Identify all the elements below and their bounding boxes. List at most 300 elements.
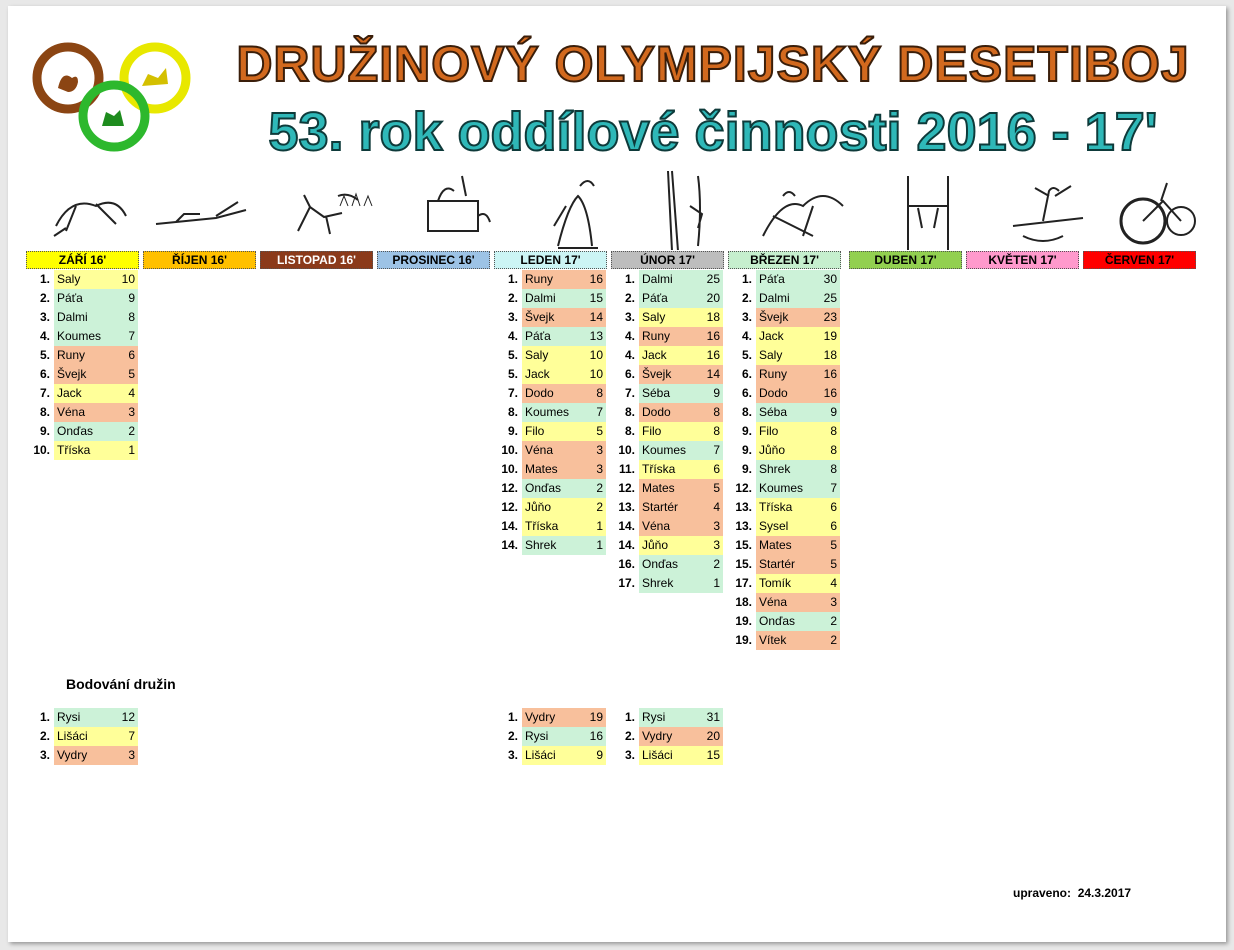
rank: 2. bbox=[624, 729, 635, 743]
points: 13 bbox=[589, 329, 603, 343]
member-name: Véna bbox=[759, 595, 788, 609]
name-points-cell bbox=[639, 727, 723, 746]
rank: 5. bbox=[507, 348, 518, 362]
points: 2 bbox=[596, 481, 603, 495]
rank: 3. bbox=[741, 310, 752, 324]
rank: 10. bbox=[501, 462, 518, 476]
points: 16 bbox=[706, 329, 720, 343]
member-name: Rysi bbox=[642, 710, 666, 724]
rank: 10. bbox=[33, 443, 50, 457]
name-points-cell bbox=[639, 441, 723, 460]
name-points-cell bbox=[522, 289, 606, 308]
points: 3 bbox=[713, 519, 720, 533]
name-points-cell bbox=[756, 365, 840, 384]
name-points-cell bbox=[522, 479, 606, 498]
name-points-cell bbox=[639, 536, 723, 555]
points: 6 bbox=[830, 500, 837, 514]
points: 2 bbox=[596, 500, 603, 514]
name-points-cell bbox=[522, 384, 606, 403]
rank: 7. bbox=[507, 386, 518, 400]
chess-table-icon bbox=[398, 166, 508, 250]
member-name: Véna bbox=[525, 443, 554, 457]
name-points-cell bbox=[756, 403, 840, 422]
points: 25 bbox=[706, 272, 720, 286]
month-header: DUBEN 17' bbox=[849, 251, 962, 269]
member-name: Dalmi bbox=[642, 272, 673, 286]
member-name: Startér bbox=[759, 557, 796, 571]
member-name: Švejk bbox=[525, 310, 555, 324]
member-name: Jůňo bbox=[642, 538, 669, 552]
points: 9 bbox=[830, 405, 837, 419]
name-points-cell bbox=[522, 746, 606, 765]
name-points-cell bbox=[639, 289, 723, 308]
member-name: Onďas bbox=[759, 614, 796, 628]
name-points-cell bbox=[639, 422, 723, 441]
points: 7 bbox=[713, 443, 720, 457]
points: 7 bbox=[596, 405, 603, 419]
rank: 3. bbox=[624, 748, 635, 762]
rank: 3. bbox=[507, 748, 518, 762]
points: 5 bbox=[713, 481, 720, 495]
points: 9 bbox=[596, 748, 603, 762]
member-name: Véna bbox=[57, 405, 86, 419]
member-name: Séba bbox=[642, 386, 671, 400]
member-name: Koumes bbox=[57, 329, 102, 343]
member-name: Páťa bbox=[525, 329, 551, 343]
page-subtitle: 53. rok oddílové činnosti 2016 - 17' bbox=[268, 102, 1158, 162]
rank: 9. bbox=[39, 424, 50, 438]
member-name: Tříska bbox=[759, 500, 793, 514]
member-name: Runy bbox=[642, 329, 671, 343]
rank: 9. bbox=[741, 462, 752, 476]
rank: 1. bbox=[741, 272, 752, 286]
name-points-cell bbox=[522, 441, 606, 460]
rank: 12. bbox=[501, 500, 518, 514]
rank: 4. bbox=[741, 329, 752, 343]
points: 9 bbox=[128, 291, 135, 305]
points: 14 bbox=[706, 367, 720, 381]
member-name: Rysi bbox=[525, 729, 549, 743]
name-points-cell bbox=[756, 460, 840, 479]
member-name: Koumes bbox=[642, 443, 687, 457]
name-points-cell bbox=[756, 479, 840, 498]
page-title: DRUŽINOVÝ OLYMPIJSKÝ DESETIBOJ bbox=[236, 36, 1190, 92]
rank: 8. bbox=[507, 405, 518, 419]
name-points-cell bbox=[639, 498, 723, 517]
rank: 3. bbox=[39, 310, 50, 324]
rank: 13. bbox=[618, 500, 635, 514]
member-name: Jack bbox=[759, 329, 784, 343]
points: 5 bbox=[830, 557, 837, 571]
name-points-cell bbox=[639, 460, 723, 479]
balance-beam-icon bbox=[993, 166, 1103, 250]
name-points-cell bbox=[756, 422, 840, 441]
member-name: Saly bbox=[642, 310, 666, 324]
rank: 9. bbox=[741, 443, 752, 457]
rank: 19. bbox=[735, 614, 752, 628]
name-points-cell bbox=[54, 727, 138, 746]
name-points-cell bbox=[54, 308, 138, 327]
points: 10 bbox=[121, 272, 135, 286]
archery-figure-icon bbox=[518, 166, 628, 250]
name-points-cell bbox=[756, 270, 840, 289]
points: 15 bbox=[706, 748, 720, 762]
page bbox=[8, 6, 1226, 942]
points: 6 bbox=[830, 519, 837, 533]
points: 8 bbox=[713, 424, 720, 438]
name-points-cell bbox=[756, 327, 840, 346]
running-figure-icon bbox=[36, 166, 146, 250]
name-points-cell bbox=[522, 422, 606, 441]
points: 30 bbox=[823, 272, 837, 286]
month-header: ŘÍJEN 16' bbox=[143, 251, 256, 269]
member-name: Švejk bbox=[642, 367, 672, 381]
member-name: Saly bbox=[525, 348, 549, 362]
name-points-cell bbox=[522, 708, 606, 727]
rank: 14. bbox=[501, 538, 518, 552]
rank: 4. bbox=[39, 329, 50, 343]
member-name: Páťa bbox=[759, 272, 785, 286]
name-points-cell bbox=[639, 308, 723, 327]
month-header: KVĚTEN 17' bbox=[966, 251, 1079, 269]
points: 1 bbox=[596, 519, 603, 533]
updated-date: 24.3.2017 bbox=[1077, 886, 1132, 900]
name-points-cell bbox=[756, 346, 840, 365]
member-name: Onďas bbox=[525, 481, 562, 495]
name-points-cell bbox=[54, 327, 138, 346]
member-name: Runy bbox=[57, 348, 86, 362]
rank: 18. bbox=[735, 595, 752, 609]
name-points-cell bbox=[522, 346, 606, 365]
member-name: Tomík bbox=[759, 576, 792, 590]
name-points-cell bbox=[756, 631, 840, 650]
rank: 15. bbox=[735, 538, 752, 552]
name-points-cell bbox=[522, 460, 606, 479]
member-name: Dodo bbox=[525, 386, 554, 400]
points: 7 bbox=[128, 329, 135, 343]
month-header: BŘEZEN 17' bbox=[728, 251, 841, 269]
points: 23 bbox=[823, 310, 837, 324]
rank: 12. bbox=[618, 481, 635, 495]
member-name: Dodo bbox=[642, 405, 671, 419]
month-header: ZÁŘÍ 16' bbox=[26, 251, 139, 269]
name-points-cell bbox=[54, 346, 138, 365]
rank: 1. bbox=[507, 272, 518, 286]
member-name: Vydry bbox=[642, 729, 673, 743]
rank: 8. bbox=[39, 405, 50, 419]
member-name: Saly bbox=[759, 348, 783, 362]
member-name: Jůňo bbox=[525, 500, 552, 514]
olympic-rings-logo bbox=[30, 36, 200, 156]
rank: 17. bbox=[735, 576, 752, 590]
rank: 5. bbox=[507, 367, 518, 381]
points: 9 bbox=[713, 386, 720, 400]
points: 5 bbox=[128, 367, 135, 381]
rank: 2. bbox=[39, 291, 50, 305]
rank: 19. bbox=[735, 633, 752, 647]
member-name: Onďas bbox=[57, 424, 94, 438]
member-name: Séba bbox=[759, 405, 788, 419]
name-points-cell bbox=[522, 403, 606, 422]
name-points-cell bbox=[756, 555, 840, 574]
points: 16 bbox=[589, 729, 603, 743]
points: 14 bbox=[589, 310, 603, 324]
rank: 12. bbox=[735, 481, 752, 495]
member-name: Shrek bbox=[642, 576, 674, 590]
points: 1 bbox=[596, 538, 603, 552]
points: 20 bbox=[706, 291, 720, 305]
points: 16 bbox=[823, 386, 837, 400]
name-points-cell bbox=[639, 708, 723, 727]
points: 2 bbox=[713, 557, 720, 571]
points: 6 bbox=[128, 348, 135, 362]
rank: 10. bbox=[501, 443, 518, 457]
rank: 14. bbox=[501, 519, 518, 533]
points: 18 bbox=[823, 348, 837, 362]
member-name: Filo bbox=[642, 424, 662, 438]
member-name: Švejk bbox=[57, 367, 87, 381]
member-name: Tříska bbox=[642, 462, 676, 476]
points: 16 bbox=[823, 367, 837, 381]
rank: 2. bbox=[507, 729, 518, 743]
rank: 9. bbox=[507, 424, 518, 438]
rank: 14. bbox=[618, 519, 635, 533]
points: 8 bbox=[830, 424, 837, 438]
member-name: Vítek bbox=[759, 633, 787, 647]
rank: 8. bbox=[741, 405, 752, 419]
name-points-cell bbox=[756, 536, 840, 555]
name-points-cell bbox=[54, 384, 138, 403]
points: 3 bbox=[713, 538, 720, 552]
rank: 8. bbox=[624, 424, 635, 438]
points: 8 bbox=[830, 443, 837, 457]
rank: 1. bbox=[624, 710, 635, 724]
rank: 1. bbox=[39, 272, 50, 286]
rank: 6. bbox=[741, 386, 752, 400]
cyclist-icon bbox=[1103, 166, 1213, 250]
name-points-cell bbox=[54, 708, 138, 727]
member-name: Mates bbox=[525, 462, 558, 476]
shooting-figure-icon bbox=[146, 166, 256, 250]
name-points-cell bbox=[522, 727, 606, 746]
rank: 1. bbox=[624, 272, 635, 286]
rank: 6. bbox=[741, 367, 752, 381]
rank: 1. bbox=[39, 710, 50, 724]
month-header: ÚNOR 17' bbox=[611, 251, 724, 269]
rank: 13. bbox=[735, 500, 752, 514]
points: 8 bbox=[713, 405, 720, 419]
member-name: Jack bbox=[57, 386, 82, 400]
wrestling-figures-icon bbox=[743, 166, 853, 250]
member-name: Mates bbox=[642, 481, 675, 495]
member-name: Jack bbox=[525, 367, 550, 381]
member-name: Véna bbox=[642, 519, 671, 533]
name-points-cell bbox=[639, 555, 723, 574]
name-points-cell bbox=[522, 517, 606, 536]
pull-up-figures-icon bbox=[878, 166, 988, 250]
member-name: Koumes bbox=[525, 405, 570, 419]
rank: 4. bbox=[624, 348, 635, 362]
points: 31 bbox=[706, 710, 720, 724]
rank: 10. bbox=[618, 443, 635, 457]
member-name: Koumes bbox=[759, 481, 804, 495]
points: 5 bbox=[830, 538, 837, 552]
rank: 6. bbox=[39, 367, 50, 381]
rank: 4. bbox=[624, 329, 635, 343]
rank: 2. bbox=[624, 291, 635, 305]
points: 4 bbox=[713, 500, 720, 514]
name-points-cell bbox=[756, 289, 840, 308]
points: 19 bbox=[589, 710, 603, 724]
member-name: Tříska bbox=[57, 443, 91, 457]
points: 2 bbox=[830, 614, 837, 628]
member-name: Páťa bbox=[642, 291, 668, 305]
points: 2 bbox=[830, 633, 837, 647]
rank: 12. bbox=[501, 481, 518, 495]
name-points-cell bbox=[639, 270, 723, 289]
name-points-cell bbox=[639, 517, 723, 536]
points: 16 bbox=[589, 272, 603, 286]
throwing-figure-icon bbox=[268, 166, 378, 250]
updated-note bbox=[1013, 886, 1131, 900]
name-points-cell bbox=[522, 498, 606, 517]
name-points-cell bbox=[639, 574, 723, 593]
member-name: Filo bbox=[759, 424, 779, 438]
member-name: Jůňo bbox=[759, 443, 786, 457]
name-points-cell bbox=[54, 365, 138, 384]
month-header: ČERVEN 17' bbox=[1083, 251, 1196, 269]
rank: 15. bbox=[735, 557, 752, 571]
rank: 5. bbox=[39, 348, 50, 362]
points: 7 bbox=[128, 729, 135, 743]
member-name: Jack bbox=[642, 348, 667, 362]
rank: 5. bbox=[741, 348, 752, 362]
name-points-cell bbox=[54, 403, 138, 422]
member-name: Tříska bbox=[525, 519, 559, 533]
points: 3 bbox=[830, 595, 837, 609]
member-name: Vydry bbox=[57, 748, 88, 762]
name-points-cell bbox=[522, 308, 606, 327]
points: 19 bbox=[823, 329, 837, 343]
rank: 9. bbox=[741, 424, 752, 438]
name-points-cell bbox=[639, 479, 723, 498]
member-name: Švejk bbox=[759, 310, 789, 324]
points: 12 bbox=[121, 710, 135, 724]
name-points-cell bbox=[639, 346, 723, 365]
member-name: Runy bbox=[759, 367, 788, 381]
member-name: Shrek bbox=[525, 538, 557, 552]
member-name: Mates bbox=[759, 538, 792, 552]
rank: 2. bbox=[507, 291, 518, 305]
name-points-cell bbox=[522, 365, 606, 384]
member-name: Lišáci bbox=[642, 748, 673, 762]
points: 16 bbox=[706, 348, 720, 362]
rank: 7. bbox=[39, 386, 50, 400]
name-points-cell bbox=[522, 327, 606, 346]
points: 1 bbox=[713, 576, 720, 590]
points: 20 bbox=[706, 729, 720, 743]
name-points-cell bbox=[756, 612, 840, 631]
name-points-cell bbox=[639, 746, 723, 765]
points: 25 bbox=[823, 291, 837, 305]
name-points-cell bbox=[639, 327, 723, 346]
member-name: Filo bbox=[525, 424, 545, 438]
rope-climbing-icon bbox=[638, 166, 748, 250]
month-header: PROSINEC 16' bbox=[377, 251, 490, 269]
rank: 4. bbox=[507, 329, 518, 343]
member-name: Dodo bbox=[759, 386, 788, 400]
points: 18 bbox=[706, 310, 720, 324]
patrol-scoring-heading: Bodování družin bbox=[66, 676, 176, 692]
name-points-cell bbox=[756, 308, 840, 327]
member-name: Páťa bbox=[57, 291, 83, 305]
member-name: Lišáci bbox=[57, 729, 88, 743]
name-points-cell bbox=[639, 384, 723, 403]
points: 7 bbox=[830, 481, 837, 495]
name-points-cell bbox=[522, 270, 606, 289]
member-name: Dalmi bbox=[57, 310, 88, 324]
name-points-cell bbox=[639, 403, 723, 422]
points: 8 bbox=[596, 386, 603, 400]
member-name: Shrek bbox=[759, 462, 791, 476]
name-points-cell bbox=[756, 517, 840, 536]
member-name: Sysel bbox=[759, 519, 789, 533]
points: 1 bbox=[128, 443, 135, 457]
points: 10 bbox=[589, 348, 603, 362]
rank: 3. bbox=[39, 748, 50, 762]
month-header: LEDEN 17' bbox=[494, 251, 607, 269]
name-points-cell bbox=[522, 536, 606, 555]
rank: 1. bbox=[507, 710, 518, 724]
member-name: Rysi bbox=[57, 710, 81, 724]
points: 4 bbox=[128, 386, 135, 400]
points: 8 bbox=[830, 462, 837, 476]
name-points-cell bbox=[756, 441, 840, 460]
points: 6 bbox=[713, 462, 720, 476]
member-name: Lišáci bbox=[525, 748, 556, 762]
name-points-cell bbox=[54, 746, 138, 765]
name-points-cell bbox=[756, 384, 840, 403]
name-points-cell bbox=[639, 365, 723, 384]
points: 10 bbox=[589, 367, 603, 381]
rank: 17. bbox=[618, 576, 635, 590]
name-points-cell bbox=[54, 441, 138, 460]
member-name: Startér bbox=[642, 500, 679, 514]
name-points-cell bbox=[756, 574, 840, 593]
rank: 3. bbox=[507, 310, 518, 324]
points: 15 bbox=[589, 291, 603, 305]
points: 3 bbox=[128, 405, 135, 419]
points: 3 bbox=[596, 443, 603, 457]
member-name: Saly bbox=[57, 272, 81, 286]
member-name: Onďas bbox=[642, 557, 679, 571]
member-name: Dalmi bbox=[525, 291, 556, 305]
name-points-cell bbox=[54, 270, 138, 289]
name-points-cell bbox=[54, 422, 138, 441]
member-name: Dalmi bbox=[759, 291, 790, 305]
month-header: LISTOPAD 16' bbox=[260, 251, 373, 269]
points: 8 bbox=[128, 310, 135, 324]
rank: 13. bbox=[735, 519, 752, 533]
rank: 14. bbox=[618, 538, 635, 552]
rank: 2. bbox=[741, 291, 752, 305]
rank: 8. bbox=[624, 405, 635, 419]
member-name: Runy bbox=[525, 272, 554, 286]
name-points-cell bbox=[54, 289, 138, 308]
points: 3 bbox=[128, 748, 135, 762]
rank: 6. bbox=[624, 367, 635, 381]
name-points-cell bbox=[756, 593, 840, 612]
